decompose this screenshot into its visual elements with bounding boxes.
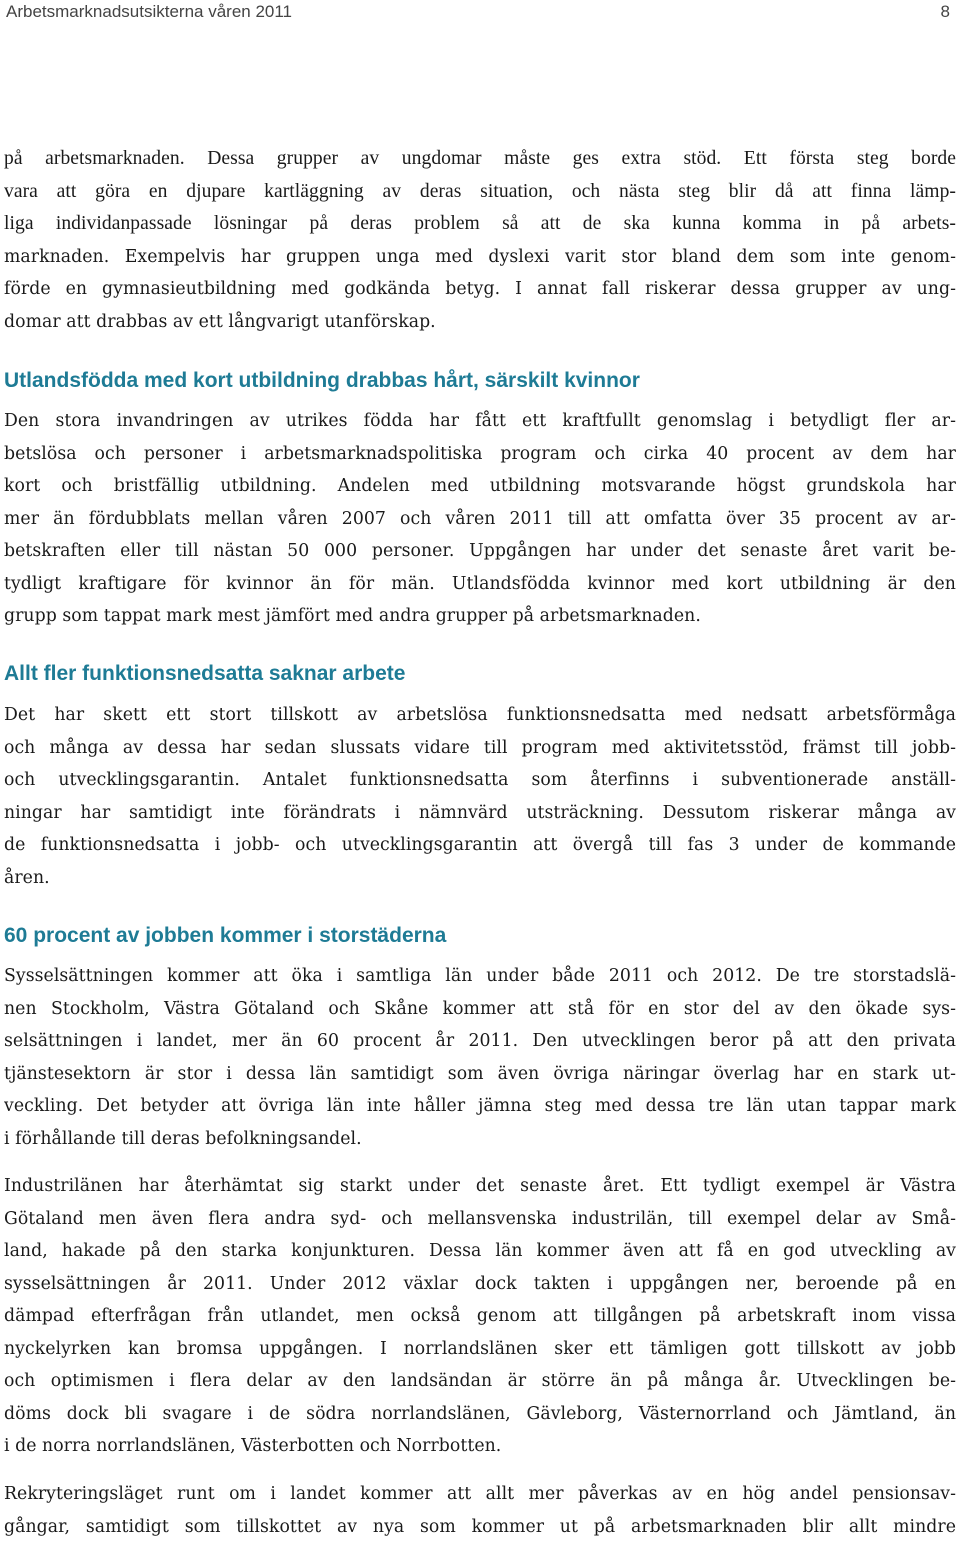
text-line: Götaland men även flera andra syd- och mellansvenska industrilän, till exempel delar av Små- [4,1208,956,1229]
text-line: nyckelyrken kan bromsa uppgången. I norrlandslänen sker ett tämligen gott tillskott av jobb [4,1338,956,1359]
intro-paragraph [4,143,956,338]
section-paragraph [4,960,956,1155]
running-header [6,2,950,24]
text-line: i förhållande till deras befolkningsandel. [4,1128,362,1149]
section-heading: Utlandsfödda med kort utbildning drabbas hårt, särskilt kvinnor [4,369,640,392]
text-line: tjänstesektorn är stor i dessa län samtidigt som även övriga näringar överlag har en stark ut- [4,1063,956,1084]
text-line: selsättningen i landet, mer än 60 procent år 2011. Den utvecklingen beror på att den privata [4,1031,956,1051]
text-line: och många av dessa har sedan slussats vidare till program med aktivitetsstöd, främst till jobb- [4,737,956,758]
text-line: nen Stockholm, Västra Götaland och Skåne kommer att stå för en stor del av den ökade sys- [4,998,956,1019]
text-line: förde en gymnasieutbildning med godkända betyg. I annat fall riskerar dessa grupper av ung- [4,279,956,299]
text-line: i de norra norrlandslänen, Västerbotten och Norrbotten. [4,1436,502,1456]
text-line: Rekryteringsläget runt om i landet kommer att allt mer påverkas av en hög andel pensionsav- [4,1484,956,1504]
section-heading: Allt fler funktionsnedsatta saknar arbete [4,662,406,685]
section-heading: 60 procent av jobben kommer i storstäderna [4,924,447,947]
text-line: domar att drabbas av ett långvarigt utanförskap. [4,311,436,332]
page-number: 8 [940,2,950,21]
text-line: och utvecklingsgarantin. Antalet funktionsnedsatta som återfinns i subventionerade anställ- [4,770,956,790]
text-line: liga individanpassade lösningar på deras problem så att de ska kunna komma in på arbets- [4,213,956,234]
text-line: Industrilänen har återhämtat sig starkt under det senaste året. Ett tydligt exempel är Västra [4,1176,956,1196]
text-line: veckling. Det betyder att övriga län inte håller jämna steg med dessa tre län utan tappar mark [4,1096,956,1116]
text-line: tydligt kraftigare för kvinnor än för män. Utlandsfödda kvinnor med kort utbildning är den [4,573,956,594]
section-paragraph [4,405,956,633]
text-line: åren. [4,867,50,888]
text-line: de funktionsnedsatta i jobb- och utvecklingsgarantin att övergå till fas 3 under de kommande [4,835,956,855]
section-paragraph [4,1478,956,1543]
text-line: sysselsättningen år 2011. Under 2012 växlar dock takten i uppgången ner, beroende på en [4,1273,956,1294]
text-line: dämpad efterfrågan från utlandet, men också genom att tillgången på arbetskraft inom vissa [4,1306,956,1326]
document-title: Arbetsmarknadsutsikterna våren 2011 [6,2,293,21]
section-paragraph [4,1170,956,1463]
text-line: betskraften eller till nästan 50 000 personer. Uppgången har under det senaste året varit be- [4,541,956,561]
text-line: döms dock bli svagare i de södra norrlandslänen, Gävleborg, Västernorrland och Jämtland, än [4,1403,956,1424]
text-line: på arbetsmarknaden. Dessa grupper av ungdomar måste ges extra stöd. Ett första steg borde [4,148,956,169]
section-paragraph [4,699,956,894]
text-line: Den stora invandringen av utrikes födda har fått ett kraftfullt genomslag i betydligt fler ar- [4,411,956,431]
text-line: gångar, samtidigt som tillskottet av nya som kommer ut på arbetsmarknaden blir allt mindre [4,1516,956,1537]
text-line: Det har skett ett stort tillskott av arbetslösa funktionsnedsatta med nedsatt arbetsförmåga [4,705,956,725]
text-line: betslösa och personer i arbetsmarknadspolitiska program och cirka 40 procent av dem har [4,443,956,464]
text-line: och optimismen i flera delar av den landsändan är större än på många år. Utvecklingen be- [4,1371,956,1391]
text-line: mer än fördubblats mellan våren 2007 och våren 2011 till att omfatta över 35 procent av ar- [4,508,956,529]
text-line: marknaden. Exempelvis har gruppen unga med dyslexi varit stor bland dem som inte genom- [4,246,956,267]
text-line: vara att göra en djupare kartläggning av deras situation, och nästa steg blir då att finna lämp- [4,180,956,202]
text-line: Sysselsättningen kommer att öka i samtliga län under både 2011 och 2012. De tre storstadslä- [4,966,956,986]
text-line: kort och bristfällig utbildning. Andelen med utbildning motsvarande högst grundskola har [4,476,956,496]
text-line: land, hakade på den starka konjunkturen. Dessa län kommer även att få en god utveckling av [4,1241,956,1261]
text-line: grupp som tappat mark mest jämfört med andra grupper på arbetsmarknaden. [4,606,701,626]
text-line: ningar har samtidigt inte förändrats i nämnvärd utsträckning. Dessutom riskerar många av [4,802,956,823]
